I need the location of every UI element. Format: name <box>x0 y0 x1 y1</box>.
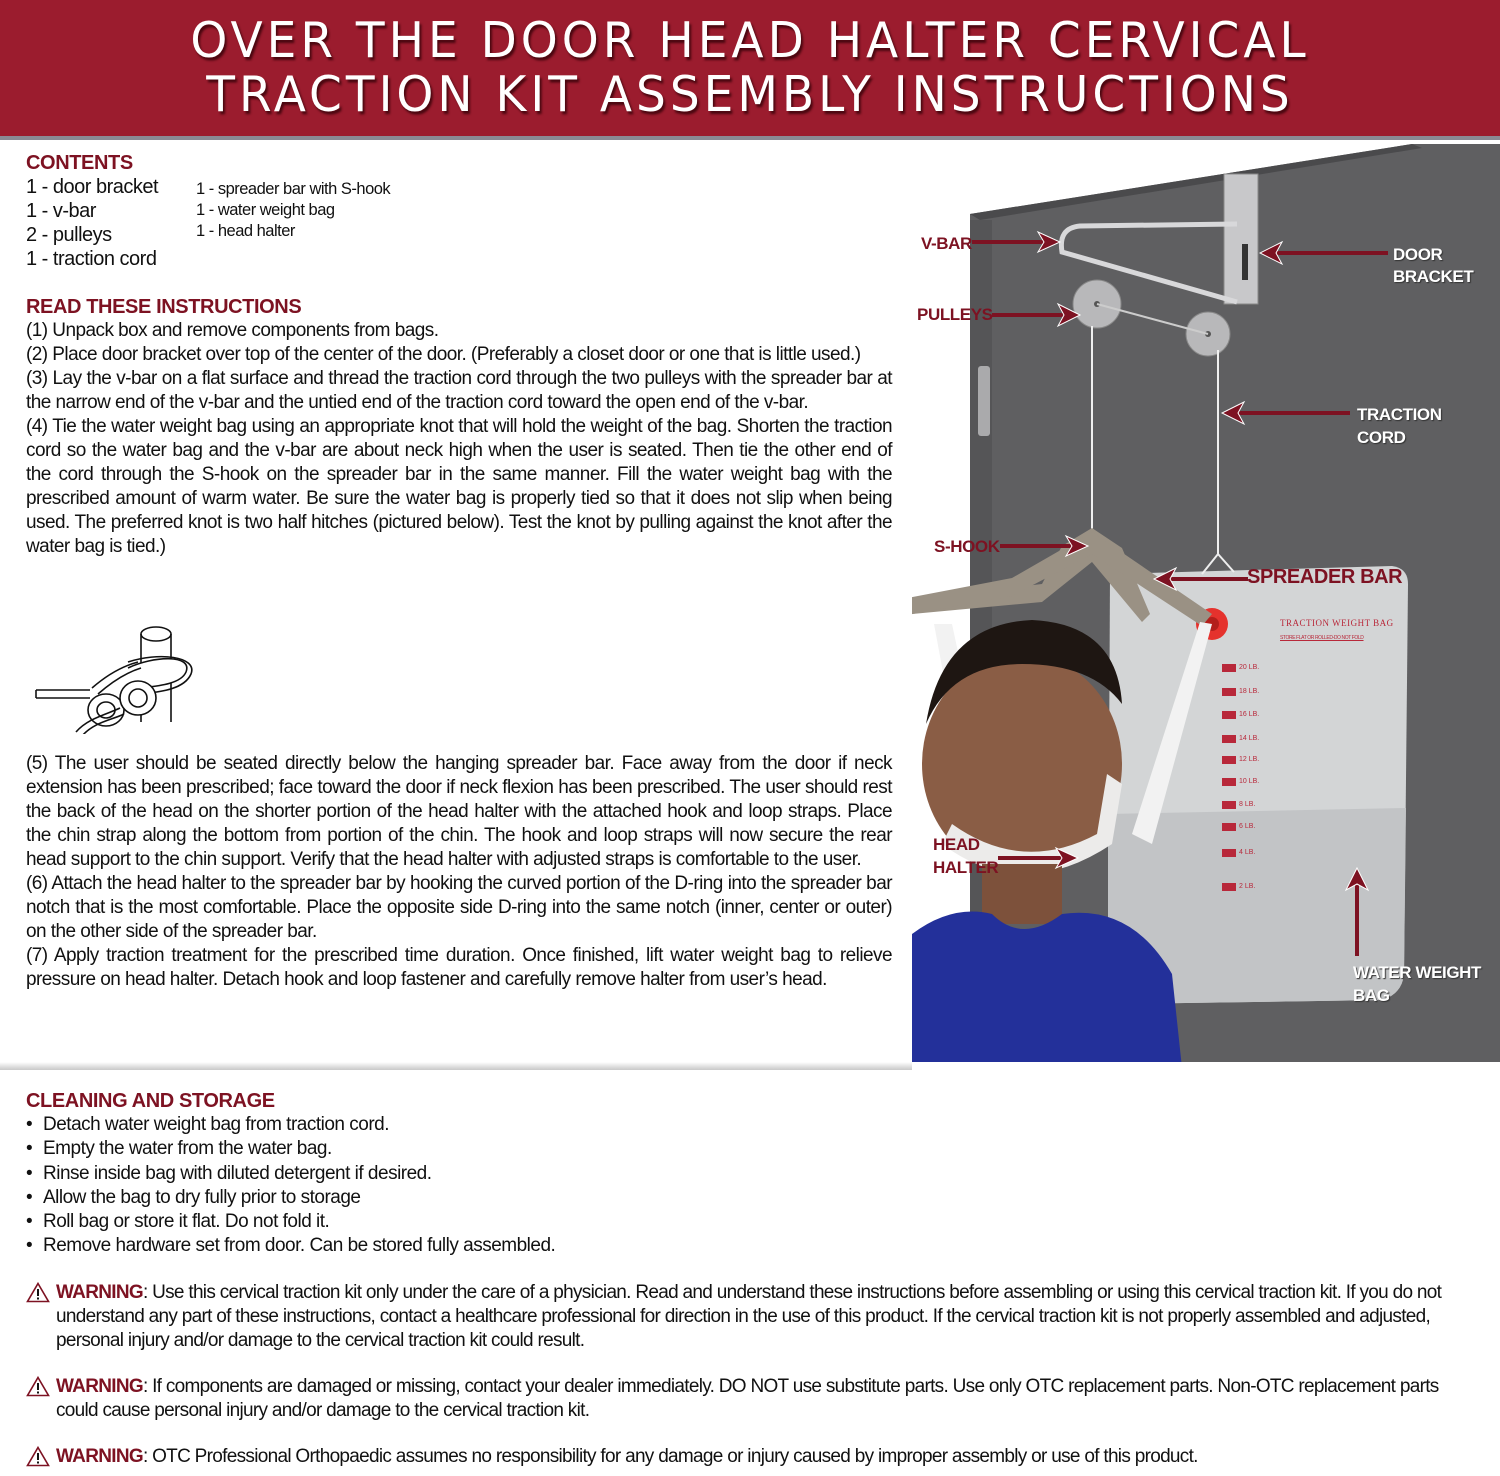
warning-text: : Use this cervical traction kit only under the care of a physician. Read and understand these instructions before assembling or using this cervical traction kit. If you do not understand any part of these instructions, contact a healthcare professional for direction in the use of this product. If the cervical traction kit is not properly assembled and adjusted, personal injury and/or damage to the cervical traction kit could result. <box>56 1282 1442 1351</box>
two-half-hitches-knot-illustration <box>28 622 198 734</box>
label-door-bracket-1: DOOR <box>1393 245 1443 264</box>
bag-title: TRACTION WEIGHT BAG <box>1280 618 1394 628</box>
label-head-halter-2: HALTER <box>933 858 999 877</box>
warning-label: WARNING <box>56 1282 143 1303</box>
page-title-line-1: OVER THE DOOR HEAD HALTER CERVICAL <box>190 11 1310 70</box>
contents-item: 1 - spreader bar with S-hook <box>196 180 391 198</box>
graduation-mark: 14 LB. <box>1222 735 1259 743</box>
list-item: • Allow the bag to dry fully prior to storage <box>26 1186 726 1210</box>
bag-subtitle: STORE FLAT OR ROLLED-DO NOT FOLD <box>1280 635 1364 641</box>
arrow-up-icon <box>1344 866 1370 956</box>
graduation-mark: 6 LB. <box>1222 823 1255 831</box>
list-item: • Detach water weight bag from traction cord. <box>26 1113 726 1137</box>
label-s-hook: S-HOOK <box>934 537 1000 556</box>
instruction-step-4: (4) Tie the water weight bag using an appropriate knot that will hold the weight of the bag. Shorten the traction cord so the water bag and the v-bar are about neck high when the user is seated. Then tie the other end of the cord through the S-hook on the spreader bar in the same manner. Fill the water weight bag with the prescribed amount of warm water. Be sure the water bag is properly tied so that it does not slip when being used. The preferred knot is two half hitches (pictured below). Test the knot by pulling against the knot after the water bag is tied.) <box>26 416 892 557</box>
label-water-weight-bag-2: BAG <box>1353 986 1390 1005</box>
warning-label: WARNING <box>56 1376 143 1397</box>
graduation-mark: 18 LB. <box>1222 688 1259 696</box>
arrow-right-icon <box>972 230 1062 254</box>
cleaning-list <box>26 1113 726 1259</box>
instructions-section <box>26 296 892 559</box>
bullet-icon: • <box>26 1162 33 1184</box>
instructions-heading: READ THESE INSTRUCTIONS <box>26 296 302 318</box>
list-item: • Roll bag or store it flat. Do not fold it. <box>26 1210 726 1234</box>
contents-item: 2 - pulleys <box>26 224 112 246</box>
warning-triangle-icon <box>26 1281 56 1353</box>
graduation-mark: 16 LB. <box>1222 711 1259 719</box>
contents-item: 1 - head halter <box>196 222 295 240</box>
instruction-step-7: (7) Apply traction treatment for the prescribed time duration. Once finished, lift water weight bag to relieve pressure on head halter. Detach hook and loop fastener and carefully remove halter from user’s head. <box>26 945 892 990</box>
instruction-step-2: (2) Place door bracket over top of the center of the door. (Preferably a closet door or one that is little used.) <box>26 344 861 365</box>
instructions-section-continued <box>26 752 892 992</box>
contents-heading: CONTENTS <box>26 152 133 174</box>
graduation-mark: 2 LB. <box>1222 883 1255 891</box>
arrow-right-icon <box>992 302 1082 328</box>
bullet-icon: • <box>26 1186 33 1208</box>
contents-item: 1 - water weight bag <box>196 201 335 219</box>
label-pulleys: PULLEYS <box>917 305 993 324</box>
bullet-icon: • <box>26 1235 33 1257</box>
warning-2 <box>26 1375 1476 1423</box>
list-item: • Empty the water from the water bag. <box>26 1137 726 1161</box>
instruction-step-6: (6) Attach the head halter to the spreader bar by hooking the curved portion of the D-ring into the spreader bar notch that is the most comfortable. Place the opposite side D-ring into the same notch (inner, center or outer) on the other side of the spreader bar. <box>26 873 892 942</box>
label-traction-cord-1: TRACTION <box>1357 405 1442 424</box>
list-item: • Remove hardware set from door. Can be stored fully assembled. <box>26 1234 726 1258</box>
arrow-left-icon <box>1152 566 1248 592</box>
label-v-bar: V-BAR <box>921 234 972 253</box>
warning-1 <box>26 1281 1476 1353</box>
page-title-line-2: TRACTION KIT ASSEMBLY INSTRUCTIONS <box>206 65 1294 124</box>
graduation-mark: 12 LB. <box>1222 756 1259 764</box>
label-water-weight-bag-1: WATER WEIGHT <box>1353 963 1482 982</box>
contents-item: 1 - door bracket <box>26 176 159 198</box>
arrow-left-icon <box>1258 240 1388 266</box>
bullet-icon: • <box>26 1114 33 1135</box>
warning-triangle-icon <box>26 1445 56 1474</box>
contents-column-2 <box>196 179 390 271</box>
warning-text: : If components are damaged or missing, contact your dealer immediately. DO NOT use substitute parts. Use only OTC replacement parts. Non-OTC replacement parts could cause personal injury and/or damage to the cervical traction kit. <box>56 1376 1439 1421</box>
cleaning-section <box>26 1090 726 1259</box>
arrow-left-icon <box>1220 400 1350 426</box>
contents-section <box>26 152 390 271</box>
instruction-step-5: (5) The user should be seated directly below the hanging spreader bar. Face away from the door if neck extension has been prescribed; face toward the door if neck flexion has been prescribed. The user should rest the back of the head on the shorter portion of the head halter with the attached hook and loop straps. Place the chin strap along the bottom from portion of the chin. The hook and loop straps will now secure the rear head support to the chin support. Verify that the head halter with adjusted straps is comfortable to the user. <box>26 753 892 870</box>
bullet-icon: • <box>26 1138 33 1160</box>
bullet-icon: • <box>26 1211 33 1233</box>
contents-item: 1 - traction cord <box>26 248 157 270</box>
label-spreader-bar: SPREADER BAR <box>1247 566 1403 588</box>
graduation-mark: 20 LB. <box>1222 664 1259 672</box>
warning-label: WARNING <box>56 1446 143 1467</box>
contents-item: 1 - v-bar <box>26 200 96 222</box>
instruction-step-3: (3) Lay the v-bar on a flat surface and thread the traction cord through the two pulleys with the spreader bar at the narrow end of the v-bar and the untied end of the traction cord toward the open end of the v-bar. <box>26 368 892 413</box>
product-photo <box>912 144 1500 1068</box>
list-item: • Rinse inside bag with diluted detergent if desired. <box>26 1162 726 1186</box>
label-head-halter-1: HEAD <box>933 835 980 854</box>
arrow-right-icon <box>1000 534 1090 558</box>
warning-3 <box>26 1445 1476 1474</box>
door-bracket-illustration <box>1224 174 1258 304</box>
graduation-mark: 10 LB. <box>1222 778 1259 786</box>
graduation-mark: 4 LB. <box>1222 849 1255 857</box>
label-door-bracket-2: BRACKET <box>1393 267 1474 286</box>
title-banner <box>0 0 1500 140</box>
warning-text: : OTC Professional Orthopaedic assumes no responsibility for any damage or injury caused by improper assembly or use of this product. <box>142 1446 1198 1467</box>
label-traction-cord-2: CORD <box>1357 428 1406 447</box>
cleaning-heading: CLEANING AND STORAGE <box>26 1090 275 1112</box>
instruction-step-1: (1) Unpack box and remove components from bags. <box>26 320 439 341</box>
arrow-right-icon <box>998 846 1080 870</box>
warnings-section <box>26 1281 1476 1474</box>
warning-triangle-icon <box>26 1375 56 1423</box>
section-divider <box>0 1062 912 1070</box>
graduation-mark: 8 LB. <box>1222 801 1255 809</box>
contents-column-1 <box>26 175 196 271</box>
